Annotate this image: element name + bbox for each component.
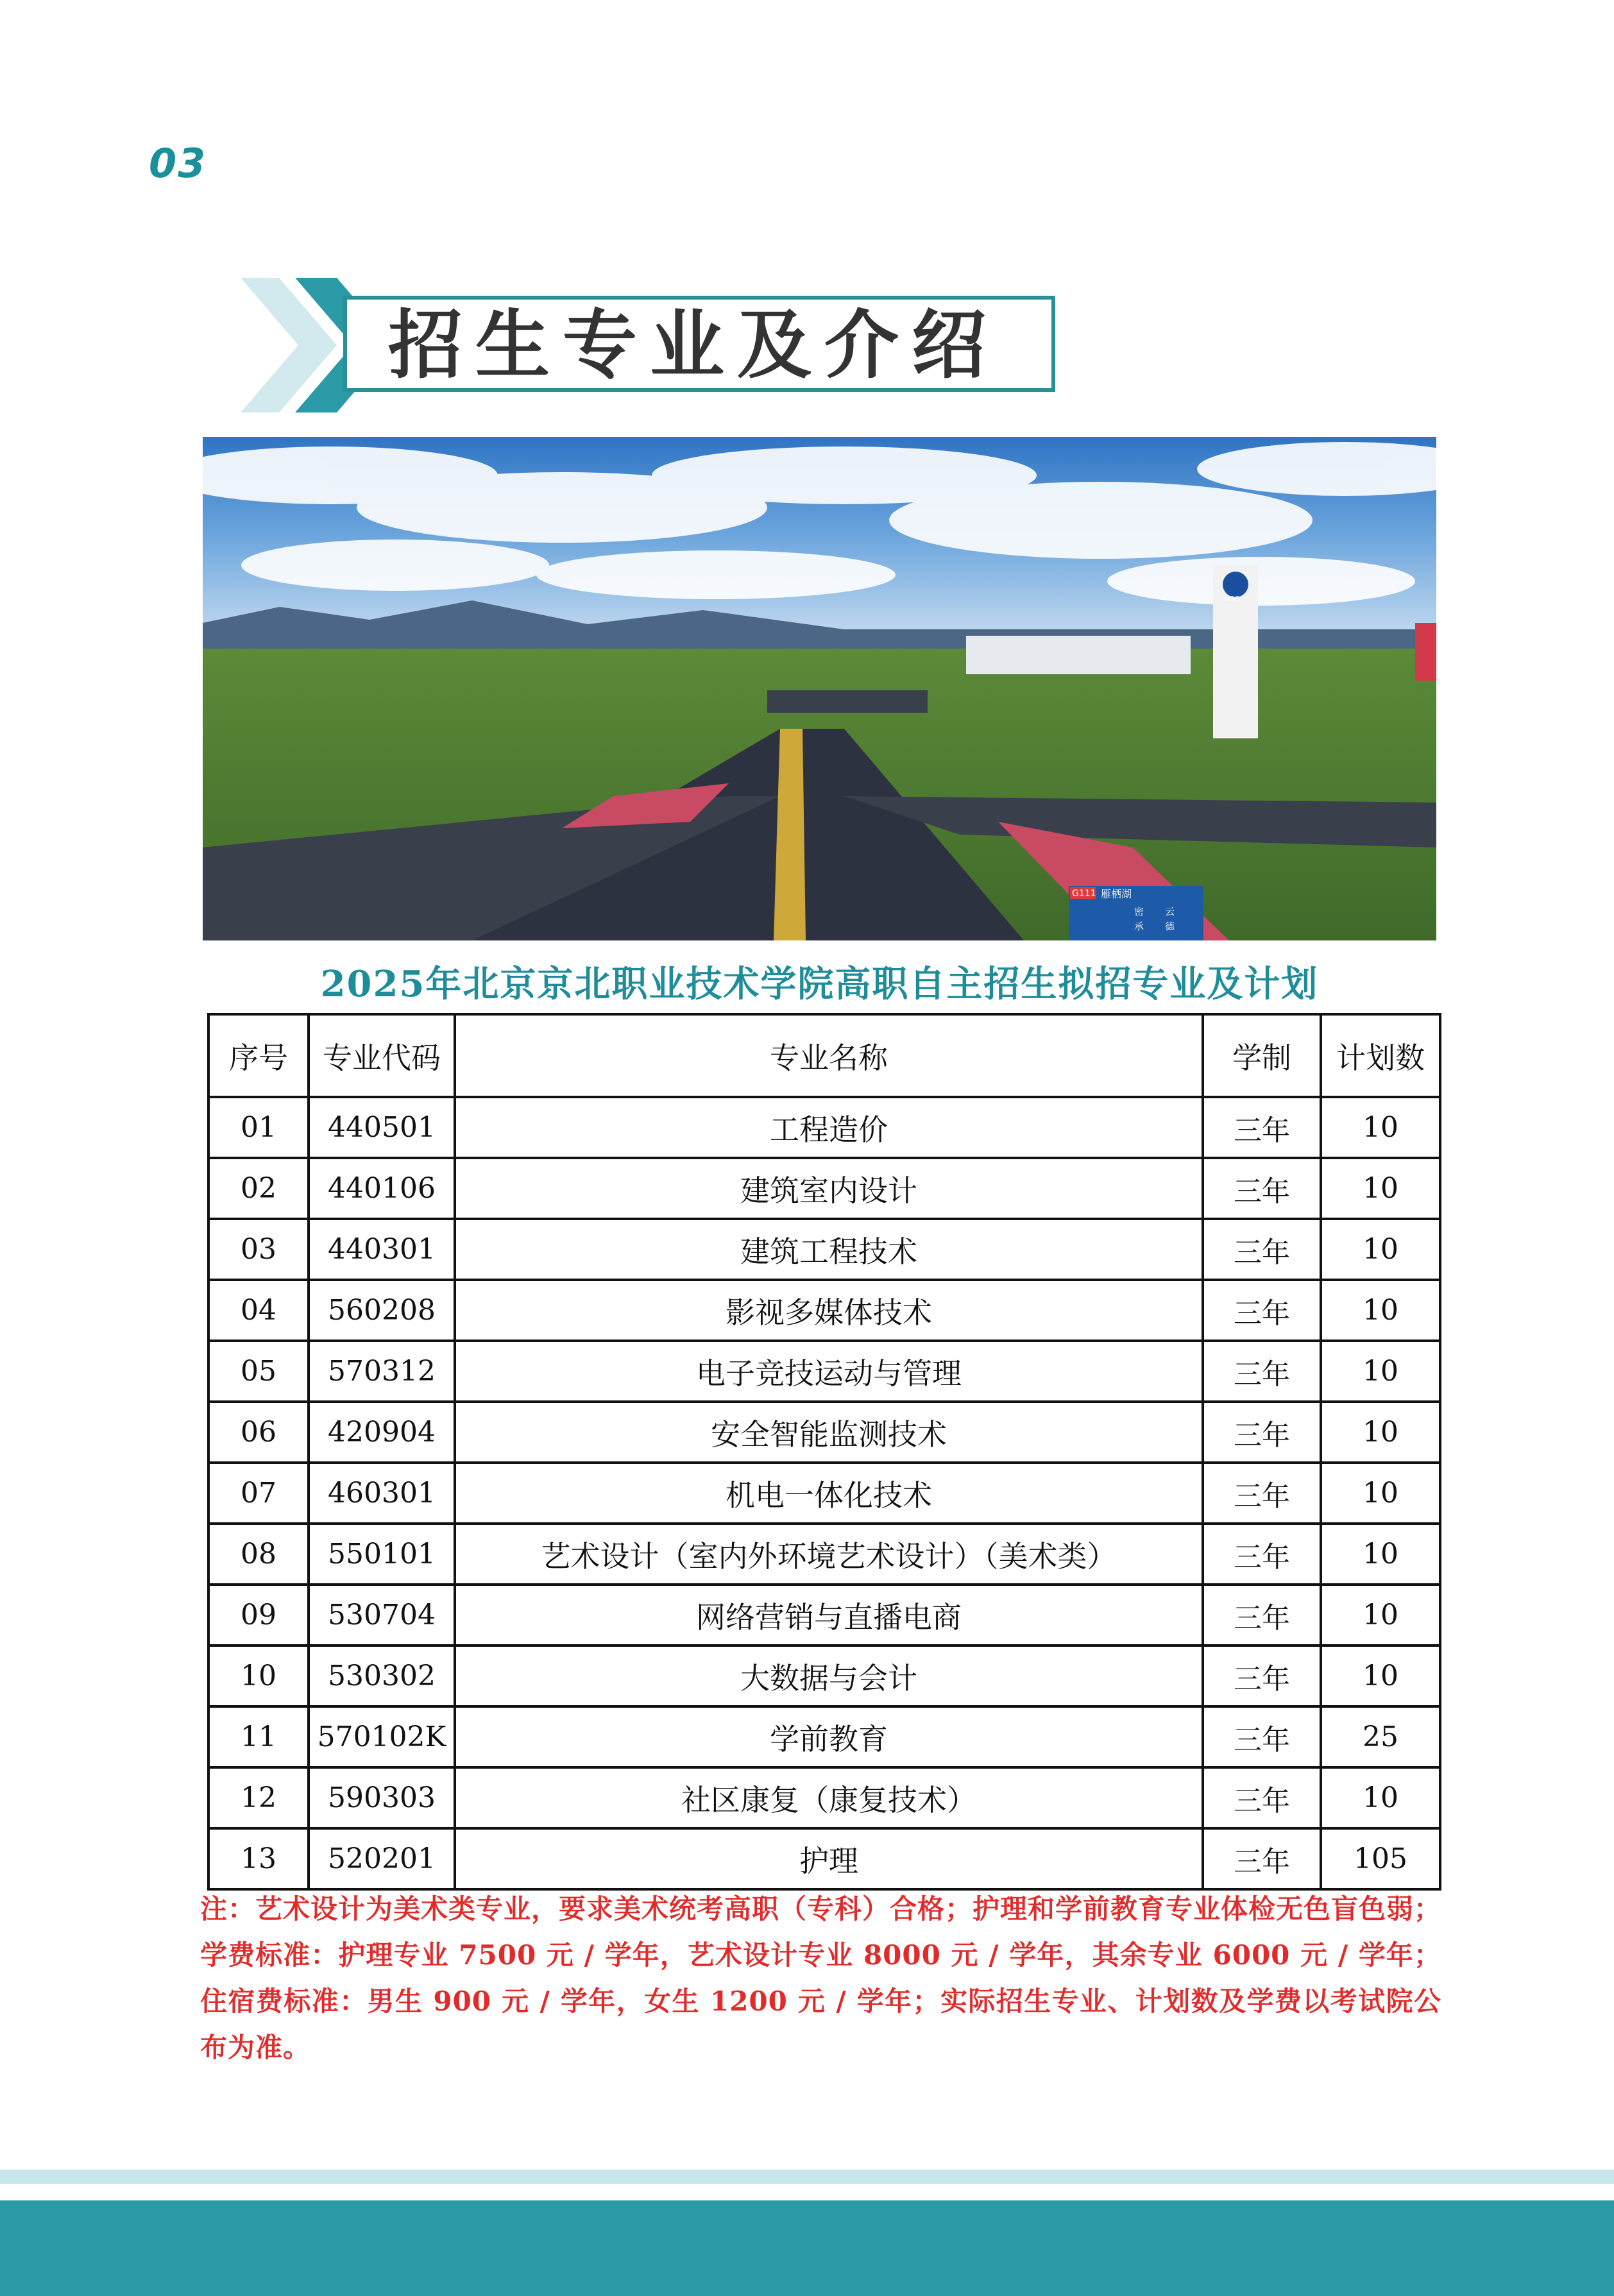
table-row [208, 1706, 1440, 1767]
cell-duration: 三年 [1203, 1645, 1321, 1706]
cell-code: 460301 [309, 1463, 455, 1524]
cell-seq: 06 [208, 1402, 309, 1463]
cell-code: 440501 [309, 1097, 455, 1158]
header-plan: 计划数 [1321, 1014, 1440, 1097]
cell-plan: 10 [1321, 1463, 1440, 1524]
cell-plan: 10 [1321, 1767, 1440, 1828]
cell-code: 590303 [309, 1767, 455, 1828]
cell-code: 550101 [309, 1524, 455, 1585]
cell-plan: 25 [1321, 1706, 1440, 1767]
cell-duration: 三年 [1203, 1219, 1321, 1280]
cell-name: 建筑室内设计 [455, 1158, 1203, 1219]
page-number: 03 [149, 140, 207, 187]
road-sign-route: G111 [1072, 889, 1096, 899]
cell-duration: 三年 [1203, 1706, 1321, 1767]
table-row [208, 1158, 1440, 1219]
table-row [208, 1219, 1440, 1280]
cell-code: 560208 [309, 1280, 455, 1341]
cell-plan: 10 [1321, 1219, 1440, 1280]
cell-code: 520201 [309, 1828, 455, 1889]
cell-plan: 10 [1321, 1402, 1440, 1463]
cell-code: 530704 [309, 1585, 455, 1645]
table-row [208, 1097, 1440, 1158]
table-row [208, 1524, 1440, 1585]
cell-seq: 03 [208, 1219, 309, 1280]
cell-name: 机电一体化技术 [455, 1463, 1203, 1524]
cell-name: 电子竞技运动与管理 [455, 1341, 1203, 1402]
cell-plan: 105 [1321, 1828, 1440, 1889]
cell-name: 建筑工程技术 [455, 1219, 1203, 1280]
cell-code: 570102K [309, 1706, 455, 1767]
cell-seq: 09 [208, 1585, 309, 1645]
cell-code: 570312 [309, 1341, 455, 1402]
cell-seq: 08 [208, 1524, 309, 1585]
cell-duration: 三年 [1203, 1280, 1321, 1341]
road-sign-direction: 德 [1165, 921, 1175, 932]
cell-name: 学前教育 [455, 1706, 1203, 1767]
cell-name: 安全智能监测技术 [455, 1402, 1203, 1463]
cell-duration: 三年 [1203, 1158, 1321, 1219]
cell-duration: 三年 [1203, 1585, 1321, 1645]
admission-plan-table [207, 1013, 1441, 1891]
cell-plan: 10 [1321, 1097, 1440, 1158]
cell-code: 420904 [309, 1402, 455, 1463]
cell-duration: 三年 [1203, 1341, 1321, 1402]
section-title: 招生专业及介绍 [388, 302, 999, 389]
cell-seq: 13 [208, 1828, 309, 1889]
table-row [208, 1280, 1440, 1341]
header-name: 专业名称 [455, 1014, 1203, 1097]
campus-road-photo [203, 437, 1436, 940]
cell-plan: 10 [1321, 1280, 1440, 1341]
header-code: 专业代码 [309, 1014, 455, 1097]
cell-name: 大数据与会计 [455, 1645, 1203, 1706]
cell-seq: 05 [208, 1341, 309, 1402]
cell-name: 社区康复（康复技术） [455, 1767, 1203, 1828]
cell-seq: 12 [208, 1767, 309, 1828]
cell-duration: 三年 [1203, 1524, 1321, 1585]
cell-plan: 10 [1321, 1158, 1440, 1219]
cell-plan: 10 [1321, 1645, 1440, 1706]
cell-plan: 10 [1321, 1585, 1440, 1645]
footer-stripe-light [0, 2170, 1614, 2184]
cell-duration: 三年 [1203, 1463, 1321, 1524]
header-seq: 序号 [208, 1014, 309, 1097]
cell-code: 530302 [309, 1645, 455, 1706]
table-row [208, 1585, 1440, 1645]
table-title: 2025年北京京北职业技术学院高职自主招生拟招专业及计划 [320, 963, 1319, 1005]
cell-name: 工程造价 [455, 1097, 1203, 1158]
cell-seq: 10 [208, 1645, 309, 1706]
table-row [208, 1828, 1440, 1889]
cell-seq: 01 [208, 1097, 309, 1158]
header-duration: 学制 [1203, 1014, 1321, 1097]
tower-label: HSC [1225, 595, 1239, 603]
cell-plan: 10 [1321, 1524, 1440, 1585]
cell-duration: 三年 [1203, 1402, 1321, 1463]
table-row [208, 1341, 1440, 1402]
table-row [208, 1402, 1440, 1463]
cell-seq: 04 [208, 1280, 309, 1341]
admission-note: 注：艺术设计为美术类专业，要求美术统考高职（专科）合格；护理和学前教育专业体检无色盲色弱；学费标准：护理专业 7500 元 / 学年，艺术设计专业 8000 元 / 学年，其余专业 6000 元 / 学年；住宿费标准：男生 900 元 / 学年，女生 1200 元 / 学年；实际招生专业、计划数及学费以考试院公布为准。 [200, 1893, 1442, 2063]
table-row [208, 1463, 1440, 1524]
table-header-row [208, 1014, 1440, 1097]
footer-stripe [0, 2200, 1614, 2296]
section-title-banner [241, 278, 1062, 412]
cell-seq: 02 [208, 1158, 309, 1219]
cell-name: 网络营销与直播电商 [455, 1585, 1203, 1645]
cell-duration: 三年 [1203, 1767, 1321, 1828]
road-sign-place: 雁栖湖 [1101, 888, 1132, 900]
cell-name: 艺术设计（室内外环境艺术设计）（美术类） [455, 1524, 1203, 1585]
cell-duration: 三年 [1203, 1828, 1321, 1889]
table-row [208, 1645, 1440, 1706]
cell-code: 440301 [309, 1219, 455, 1280]
road-sign-direction: 密 [1134, 906, 1144, 917]
cell-duration: 三年 [1203, 1097, 1321, 1158]
cell-name: 影视多媒体技术 [455, 1280, 1203, 1341]
cell-plan: 10 [1321, 1341, 1440, 1402]
cell-seq: 07 [208, 1463, 309, 1524]
road-sign-direction: 云 [1165, 906, 1175, 917]
cell-seq: 11 [208, 1706, 309, 1767]
table-row [208, 1767, 1440, 1828]
road-sign-direction: 承 [1134, 921, 1144, 932]
cell-code: 440106 [309, 1158, 455, 1219]
cell-name: 护理 [455, 1828, 1203, 1889]
